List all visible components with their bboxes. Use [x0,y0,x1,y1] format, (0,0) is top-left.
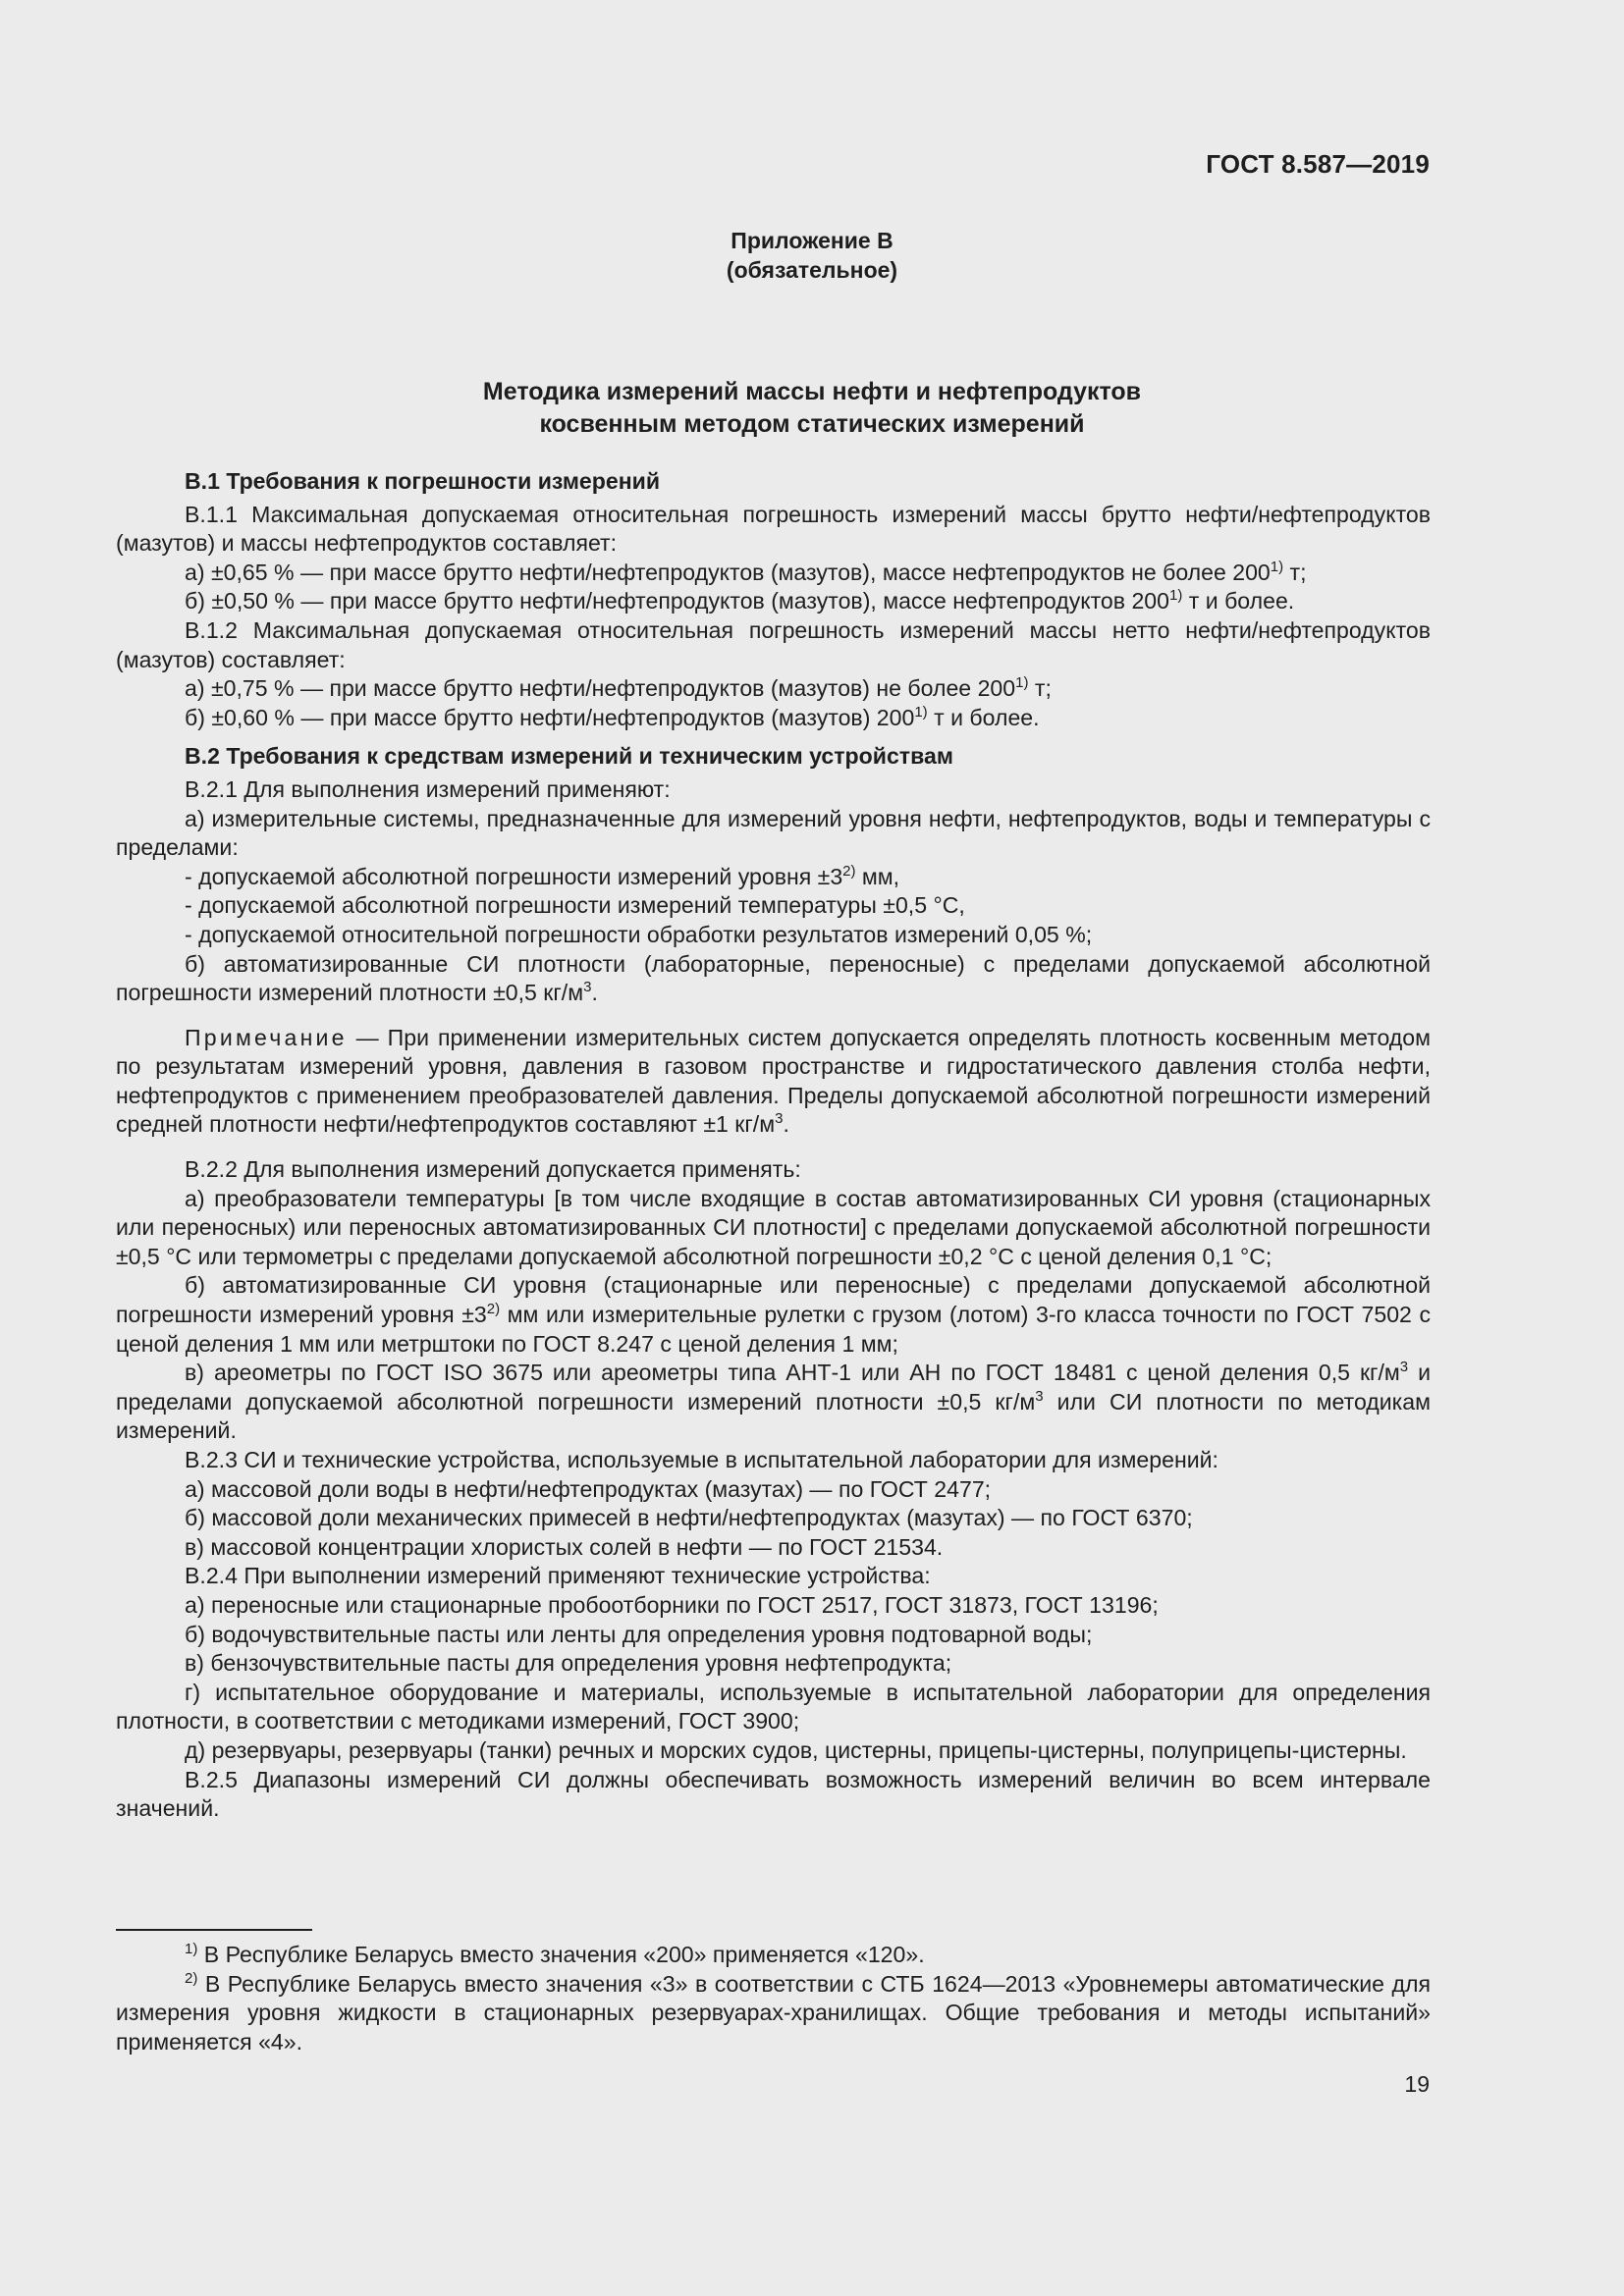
document-body [116,467,1431,1824]
section-heading-b2: В.2 Требования к средствам измерений и техническим устройствам [185,743,953,770]
title-line-1: Методика измерений массы нефти и нефтепродуктов [482,378,1142,405]
list-item: б) водочувствительные пасты или ленты для определения уровня подтоварной воды; [185,1621,1093,1647]
paragraph-b2-5: В.2.5 Диапазоны измерений СИ должны обеспечивать возможность измерений величин во всем интервале значений. [116,1766,1431,1822]
paragraph-b1-1: В.1.1 Максимальная допускаемая относительная погрешность измерений массы брутто нефти/нефтепродуктов (мазутов) и массы нефтепродуктов составляет: [116,501,1431,557]
footnote-1: $^{1)}$ В Республике Беларусь вместо значения «200» применяется «120». [185,1941,925,1967]
footnote-ref-1: 1) [1270,558,1284,575]
section-heading-b1: В.1 Требования к погрешности измерений [185,468,661,494]
note-paragraph: Примечание — При применении измерительных систем допускается определять плотность косвенным методом по результатам измерений уровня, давления в газовом пространстве и гидростатического давления столба нефти, нефтепродуктов с применением преобразователей давления. Пределы допускаемой абсолютной погрешности измерений средней плотности нефти/нефтепродуктов составляют ±1 $кг/м^3$. [116,1024,1431,1138]
list-item: б) ±0,60 % — при массе брутто нефти/нефтепродуктов (мазутов) 200$^{1)}$ т и более. [185,703,1040,730]
list-item: - допускаемой абсолютной погрешности измерений температуры ±0,5 °С, [185,892,965,919]
annex-heading [0,226,1624,285]
footnote-ref-2: 2) [486,1301,501,1318]
list-item: - допускаемой абсолютной погрешности измерений уровня $\pm 3^{2)}$ мм, [185,862,900,889]
annex-title: Приложение В [731,228,893,253]
list-item: б) автоматизированные СИ плотности (лабораторные, переносные) с пределами допускаемой абсолютной погрешности измерений плотности ±0,5 $кг/м^3$. [116,950,1431,1006]
list-item: б) ±0,50 % — при массе брутто нефти/нефтепродуктов (мазутов), массе нефтепродуктов 200$^{1)}$ т и более. [185,587,1295,614]
list-item: д) резервуары, резервуары (танки) речных и морских судов, цистерны, прицепы-цистерны, полуприцепы-цистерны. [185,1736,1407,1763]
paragraph-b2-1: В.2.1 Для выполнения измерений применяют: [185,775,671,802]
list-item: - допускаемой относительной погрешности обработки результатов измерений 0,05 %; [185,921,1093,947]
footnote-mark: 2) [185,1969,198,1987]
footnote-separator [116,1929,312,1931]
footnote-ref-1: 1) [1169,587,1183,605]
cube-exponent: 3 [583,979,592,996]
footnote-mark: 1) [185,1941,198,1957]
paragraph-b2-4: В.2.4 При выполнении измерений применяют технические устройства: [185,1563,931,1589]
paragraph-b2-3: В.2.3 СИ и технические устройства, используемые в испытательной лаборатории для измерений: [185,1447,1218,1472]
list-item: а) преобразователи температуры [в том числе входящие в состав автоматизированных СИ уровня (стационарных или переносных) или переносных автоматизированных СИ плотности] с пределами допускаемой абсолютной погрешности ±0,5 °С или термометры с пределами допускаемой абсолютной погрешности ±0,2 °С с ценой деления 0,1 °С; [116,1185,1431,1269]
title-line-2: косвенным методом статических измерений [539,410,1085,438]
list-item: а) измерительные системы, предназначенные для измерений уровня нефти, нефтепродуктов, воды и температуры с пределами: [116,805,1431,861]
list-item: в) ареометры по ГОСТ ISO 3675 или ареометры типа АНТ-1 или АН по ГОСТ 18481 с ценой деления 0,5 $кг/м^3$ и пределами допускаемой абсолютной погрешности измерений плотности ±0,5 $кг/м^3$ или СИ плотности по методикам измерений. [116,1359,1431,1444]
cube-exponent: 3 [1399,1359,1409,1376]
list-item: а) ±0,75 % — при массе брутто нефти/нефтепродуктов (мазутов) не более 200$^{1)}$ т; [185,674,1052,702]
footnote-ref-2: 2) [842,862,856,880]
cube-exponent: 3 [775,1110,784,1128]
standard-designation: ГОСТ 8.587—2019 [1206,149,1430,179]
paragraph-b2-2: В.2.2 Для выполнения измерений допускается применять: [185,1156,801,1183]
page-number: 19 [1404,2071,1430,2097]
list-item: в) бензочувствительные пасты для определения уровня нефтепродукта; [185,1650,952,1677]
list-item: г) испытательное оборудование и материалы, используемые в испытательной лаборатории для определения плотности, в соответствии с методиками измерений, ГОСТ 3900; [116,1679,1431,1735]
list-item: а) массовой доли воды в нефти/нефтепродуктах (мазутах) — по ГОСТ 2477; [185,1475,992,1502]
footnotes [116,1941,1431,2056]
annex-status: (обязательное) [726,257,898,283]
document-title [0,376,1624,441]
note-label: Примечание [185,1024,348,1050]
list-item: б) автоматизированные СИ уровня (стационарные или переносные) с пределами допускаемой абсолютной погрешности измерений уровня $\pm 3^{2)}$ мм или измерительные рулетки с грузом (лотом) 3-го класса точности по ГОСТ 7502 с ценой деления 1 мм или метрштоки по ГОСТ 8.247 с ценой деления 1 мм; [116,1272,1432,1357]
list-item: а) переносные или стационарные пробоотборники по ГОСТ 2517, ГОСТ 31873, ГОСТ 13196; [185,1591,1159,1618]
footnote-2: $^{2)}$ В Республике Беларусь вместо значения «3» в соответствии с СТБ 1624—2013 «Уровнемеры автоматические для измерения уровня жидкости в стационарных резервуарах-хранилищах. Общие требования и методы испытаний» применяется «4». [116,1969,1431,2055]
list-item: б) массовой доли механических примесей в нефти/нефтепродуктах (мазутах) — по ГОСТ 6370; [185,1505,1193,1531]
cube-exponent: 3 [1035,1387,1044,1405]
footnote-ref-1: 1) [1015,674,1029,692]
footnote-ref-1: 1) [914,703,928,721]
list-item: в) массовой концентрации хлористых солей в нефти — по ГОСТ 21534. [185,1533,944,1560]
paragraph-b1-2: В.1.2 Максимальная допускаемая относительная погрешность измерений массы нетто нефти/нефтепродуктов (мазутов) составляет: [116,616,1431,672]
list-item: а) ±0,65 % — при массе брутто нефти/нефтепродуктов (мазутов), массе нефтепродуктов не более 200$^{1)}$ т; [185,558,1307,585]
